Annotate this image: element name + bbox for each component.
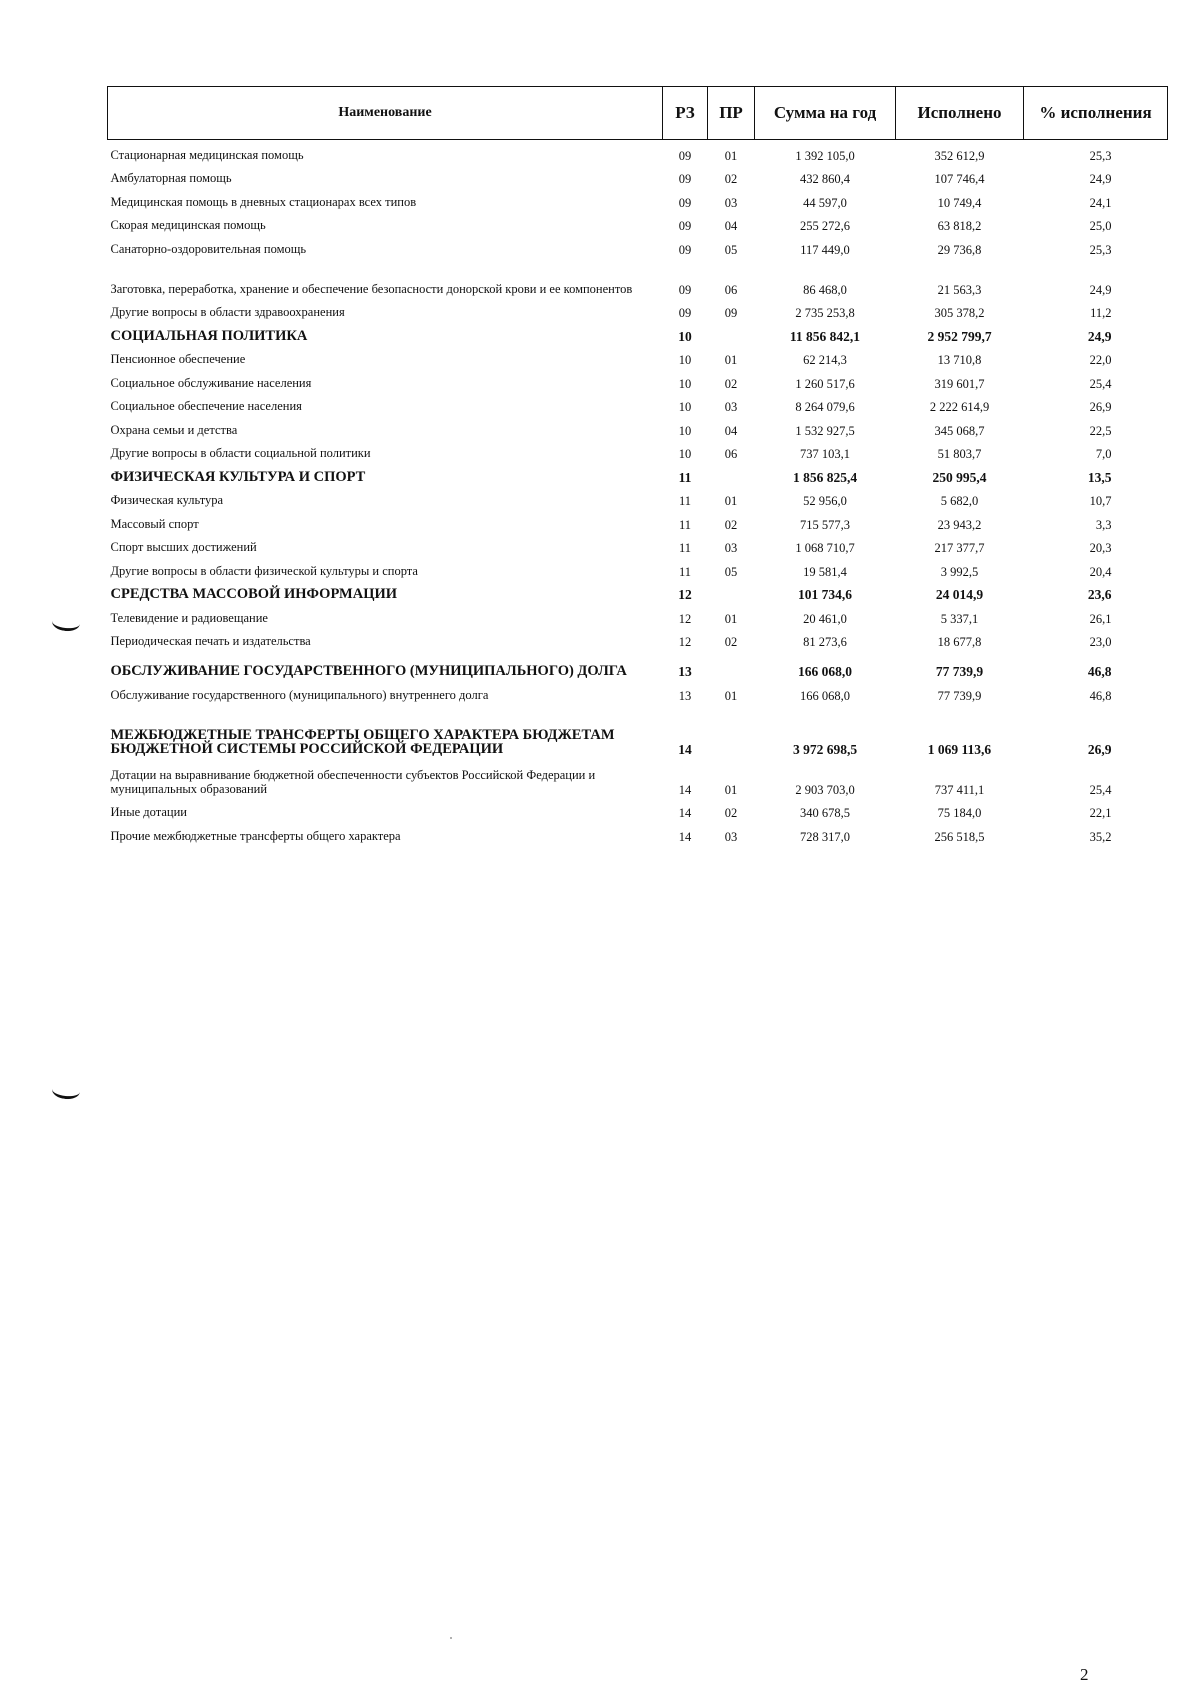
row-done: 10 749,4 [937,195,982,210]
row-name: Спорт высших достижений [110,540,257,554]
row-pr: 02 [724,172,738,186]
row-pct: 24,9 [1089,282,1112,297]
row-pr: 01 [724,494,738,508]
row-rz: 10 [678,328,692,344]
row-sum: 1 068 710,7 [795,541,855,555]
row-rz: 09 [678,219,692,233]
row-pct: 25,0 [1089,219,1112,233]
row-pr: 03 [724,400,738,414]
row-sum: 1 856 825,4 [792,469,858,485]
row-pr: 03 [724,829,738,844]
row-rz: 10 [678,447,692,461]
table-row [108,187,1168,211]
row-pr: 06 [724,282,738,297]
header-pr: ПР [708,87,755,140]
row-done: 3 992,5 [940,564,979,579]
row-done: 2 222 614,9 [929,400,990,414]
row-done: 345 068,7 [934,423,985,438]
row-pr: 01 [724,688,738,703]
row-name: Другие вопросы в области здравоохранения [110,305,345,319]
row-pr: 01 [724,611,738,626]
header-rz: РЗ [663,87,708,140]
table-row [108,486,1168,510]
table-row [108,368,1168,392]
row-name: Санаторно-оздоровительная помощь [110,241,307,256]
row-rz: 10 [678,400,692,414]
table-row [108,211,1168,235]
row-pct: 20,3 [1089,541,1112,555]
scan-speck [450,1637,452,1639]
row-pr: 03 [724,541,738,555]
row-rz: 11 [678,541,692,555]
table-row [108,533,1168,557]
row-pct: 25,3 [1089,242,1112,257]
row-name: Периодическая печать и издательства [110,634,311,648]
row-sum: 44 597,0 [803,195,847,210]
row-done: 5 682,0 [940,494,979,508]
header-sum: Сумма на год [755,87,896,140]
row-pr [708,704,755,758]
row-done: 2 952 799,7 [927,328,992,344]
row-pr: 05 [724,242,738,257]
row-sum: 2 903 703,0 [795,782,855,797]
row-name: Иные дотации [110,805,187,819]
row-rz: 14 [678,829,692,844]
section-name: СОЦИАЛЬНАЯ ПОЛИТИКА [110,327,308,344]
row-done: 18 677,8 [937,635,982,649]
row-sum: 1 532 927,5 [795,423,855,438]
row-done: 29 736,8 [937,242,982,257]
row-pct: 3,3 [1095,517,1112,532]
page-number: 2 [1080,1665,1089,1684]
row-pct: 26,1 [1089,611,1112,626]
row-rz: 11 [678,469,692,485]
row-rz: 12 [678,587,692,602]
section-name: ОБСЛУЖИВАНИЕ ГОСУДАРСТВЕННОГО (МУНИЦИПАЛЬНОГО) ДОЛГА [110,663,627,679]
section-row [108,704,1168,758]
row-pr: 05 [724,564,738,579]
row-name: Дотации на выравнивание бюджетной обеспеченности субъектов Российской Федерации и муниципальных образований [110,767,596,796]
row-done: 24 014,9 [935,587,984,602]
row-rz: 14 [678,741,692,757]
row-pr [708,580,755,604]
table-row [108,439,1168,463]
row-name: Прочие межбюджетные трансферты общего характера [110,828,401,843]
table-row [108,603,1168,627]
row-done: 51 803,7 [937,447,982,461]
row-done: 250 995,4 [932,469,987,485]
scan-mark [51,1081,81,1101]
row-pct: 24,1 [1089,195,1112,210]
table-row [108,627,1168,651]
table-row [108,234,1168,258]
table-row [108,140,1168,164]
row-pct: 26,9 [1087,741,1112,757]
row-rz: 09 [678,306,692,320]
row-done: 352 612,9 [934,148,985,163]
row-sum: 255 272,6 [800,219,850,233]
row-rz: 10 [678,376,692,391]
table-header-row [108,87,1168,140]
row-name: Другие вопросы в области физической культуры и спорта [110,563,418,578]
row-rz: 12 [678,611,692,626]
row-pct: 35,2 [1089,829,1112,844]
row-rz: 10 [678,423,692,438]
row-done: 63 818,2 [937,219,982,233]
table-row [108,798,1168,822]
row-sum: 11 856 842,1 [789,328,861,344]
table-row [108,680,1168,704]
row-name: Массовый спорт [110,516,199,531]
row-name: Медицинская помощь в дневных стационарах всех типов [110,194,417,209]
table-row [108,298,1168,322]
row-pr: 04 [724,423,738,438]
header-name: Наименование [108,87,663,140]
row-done: 77 739,9 [935,664,984,679]
row-sum: 737 103,1 [800,447,850,461]
row-sum: 19 581,4 [803,564,847,579]
row-done: 1 069 113,6 [927,741,992,757]
section-name: СРЕДСТВА МАССОВОЙ ИНФОРМАЦИИ [110,586,398,602]
row-pct: 24,9 [1087,328,1112,344]
row-pct: 20,4 [1089,564,1112,579]
row-sum: 86 468,0 [803,282,847,297]
row-pct: 23,0 [1089,635,1112,649]
row-pct: 25,3 [1089,148,1112,163]
row-done: 77 739,9 [937,688,982,703]
row-name: Физическая культура [110,493,224,507]
row-sum: 52 956,0 [803,494,847,508]
row-pct: 25,4 [1089,782,1112,797]
section-row [108,580,1168,604]
header-done: Исполнено [896,87,1024,140]
section-row [108,650,1168,680]
row-rz: 12 [678,635,692,649]
row-name: Скорая медицинская помощь [110,218,266,232]
row-done: 107 746,4 [934,172,985,186]
table-row [108,509,1168,533]
row-name: Пенсионное обеспечение [110,352,246,366]
row-pr: 02 [724,635,738,649]
row-pct: 22,5 [1089,423,1112,438]
table-row [108,164,1168,188]
row-done: 13 710,8 [937,353,982,367]
table-row [108,821,1168,845]
row-rz: 09 [678,282,692,297]
table-row [108,258,1168,298]
row-pr: 01 [724,353,738,367]
row-pct: 11,2 [1090,306,1112,320]
row-name: Другие вопросы в области социальной политики [110,446,371,460]
row-sum: 62 214,3 [803,353,847,367]
row-rz: 14 [678,782,692,797]
table-body [108,140,1168,845]
row-done: 737 411,1 [934,782,985,797]
table-header [108,87,1168,140]
row-done: 21 563,3 [937,282,982,297]
row-name: Заготовка, переработка, хранение и обеспечение безопасности донорской крови и ее компонентов [110,281,633,296]
row-rz: 13 [678,664,692,679]
table-row [108,758,1168,798]
table-row [108,556,1168,580]
row-name: Социальное обслуживание населения [110,375,312,390]
table-row [108,415,1168,439]
row-sum: 340 678,5 [800,806,850,820]
row-sum: 728 317,0 [800,829,850,844]
row-pct: 10,7 [1089,494,1112,508]
row-pct: 23,6 [1087,587,1112,602]
row-pr: 02 [724,806,738,820]
row-pr: 03 [724,195,738,210]
row-rz: 09 [678,148,692,163]
row-rz: 10 [678,353,692,367]
row-sum: 715 577,3 [800,517,850,532]
row-name: Амбулаторная помощь [110,171,232,185]
row-done: 75 184,0 [937,806,982,820]
row-sum: 432 860,4 [800,172,850,186]
row-sum: 20 461,0 [803,611,847,626]
row-done: 305 378,2 [934,306,985,320]
budget-execution-table [107,86,1168,845]
row-pr: 09 [724,306,738,320]
row-sum: 101 734,6 [798,587,852,602]
row-name: Телевидение и радиовещание [110,610,268,625]
row-pr: 02 [724,376,738,391]
row-name: Стационарная медицинская помощь [110,147,304,162]
row-sum: 81 273,6 [803,635,847,649]
row-rz: 09 [678,172,692,186]
section-name: ФИЗИЧЕСКАЯ КУЛЬТУРА И СПОРТ [110,468,366,485]
row-pct: 24,9 [1089,172,1112,186]
row-done: 256 518,5 [934,829,985,844]
row-name: Обслуживание государственного (муниципального) внутреннего долга [110,687,489,702]
row-rz: 11 [678,494,692,508]
row-rz: 13 [678,688,692,703]
row-sum: 3 972 698,5 [792,741,858,757]
row-done: 217 377,7 [934,541,985,555]
row-name: Охрана семьи и детства [110,422,238,437]
row-pr: 02 [724,517,738,532]
row-rz: 09 [678,242,692,257]
row-pct: 13,5 [1087,469,1112,485]
section-name: МЕЖБЮДЖЕТНЫЕ ТРАНСФЕРТЫ ОБЩЕГО ХАРАКТЕРА БЮДЖЕТАМ БЮДЖЕТНОЙ СИСТЕМЫ РОССИЙСКОЙ ФЕДЕРАЦИИ [110,726,615,757]
row-rz: 11 [678,564,692,579]
row-done: 5 337,1 [940,611,979,626]
row-pr: 06 [724,447,738,461]
row-done: 319 601,7 [934,376,985,391]
row-pr [708,650,755,680]
row-pct: 7,0 [1095,447,1112,461]
row-pr [708,321,755,345]
row-sum: 2 735 253,8 [795,306,855,320]
row-pct: 22,1 [1089,806,1112,820]
row-pr: 01 [724,148,738,163]
row-done: 23 943,2 [937,517,982,532]
row-pct: 46,8 [1089,688,1112,703]
table-row [108,345,1168,369]
row-pr: 01 [724,782,738,797]
row-sum: 1 260 517,6 [795,376,855,391]
row-pct: 22,0 [1089,353,1112,367]
row-sum: 166 068,0 [798,664,852,679]
row-pct: 25,4 [1089,376,1112,391]
row-sum: 166 068,0 [800,688,850,703]
row-pct: 46,8 [1087,664,1112,679]
row-sum: 117 449,0 [800,242,850,257]
header-pct: % исполнения [1024,87,1168,140]
row-rz: 09 [678,195,692,210]
row-name: Социальное обеспечение населения [110,399,302,413]
row-rz: 11 [678,517,692,532]
section-row [108,321,1168,345]
section-row [108,462,1168,486]
scan-mark [51,613,81,633]
table-row [108,392,1168,416]
row-pr: 04 [724,219,738,233]
row-sum: 1 392 105,0 [795,148,855,163]
row-pct: 26,9 [1089,400,1112,414]
row-pr [708,462,755,486]
row-sum: 8 264 079,6 [795,400,855,414]
row-rz: 14 [678,806,692,820]
